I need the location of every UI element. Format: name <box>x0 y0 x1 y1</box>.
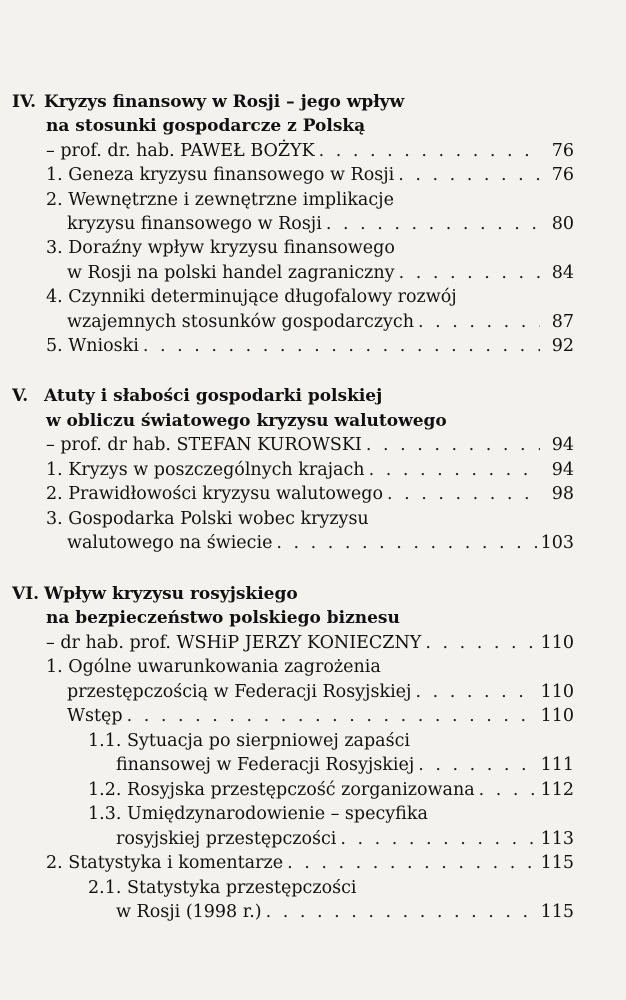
entry-title: 4. Czynniki determinujące długofalowy rozwój <box>46 287 457 307</box>
toc-entry <box>46 334 574 358</box>
page-number: 80 <box>551 214 574 234</box>
page-number: 76 <box>551 141 574 161</box>
entry-title: 3. Doraźny wpływ kryzysu finansowego <box>46 238 395 258</box>
chapter-title: na bezpieczeństwo polskiego biznesu <box>46 608 400 628</box>
chapter-title: w obliczu światowego kryzysu walutowego <box>46 411 447 431</box>
entry-title: kryzysu finansowego w Rosji <box>67 214 322 234</box>
toc-entry <box>46 458 574 482</box>
entry-title: 5. Wnioski <box>46 336 139 356</box>
leader-dots <box>276 531 536 555</box>
toc-entry-continued <box>67 680 574 704</box>
page-number: 110 <box>540 633 574 653</box>
toc-entry <box>46 236 574 260</box>
author-name: – prof. dr. hab. PAWEŁ BOŻYK <box>46 141 315 161</box>
leader-dots <box>418 310 540 334</box>
entry-title: w Rosji na polski handel zagraniczny <box>67 263 395 283</box>
toc-entry <box>46 482 574 506</box>
leader-dots <box>287 851 537 875</box>
toc-entry-continued <box>67 310 574 334</box>
toc-entry-continued <box>67 212 574 236</box>
entry-title: rosyjskiej przestępczości <box>116 829 337 849</box>
toc-author-line <box>46 139 574 163</box>
chapter-heading-continued <box>46 606 574 630</box>
leader-dots <box>369 458 540 482</box>
toc-subentry-continued <box>116 900 574 924</box>
page-number: 92 <box>551 336 574 356</box>
page-number: 113 <box>540 829 574 849</box>
page-number: 76 <box>551 165 574 185</box>
chapter-number: IV. <box>12 92 37 112</box>
entry-title: finansowej w Federacji Rosyjskiej <box>116 755 415 775</box>
chapter-title: Atuty i słabości gospodarki polskiej <box>44 386 383 406</box>
toc-entry <box>46 851 574 875</box>
toc-entry-continued <box>67 531 574 555</box>
toc-subentry-continued <box>116 753 574 777</box>
entry-title: 3. Gospodarka Polski wobec kryzysu <box>46 509 369 529</box>
leader-dots <box>398 163 540 187</box>
leader-dots <box>366 433 540 457</box>
leader-dots <box>418 753 536 777</box>
toc-entry <box>46 507 574 531</box>
entry-title: w Rosji (1998 r.) <box>116 902 262 922</box>
leader-dots <box>266 900 537 924</box>
page-number: 94 <box>551 435 574 455</box>
chapter-number: VI. <box>12 584 40 604</box>
toc-entry <box>46 285 574 309</box>
page-number: 87 <box>551 312 574 332</box>
page-number: 115 <box>540 853 574 873</box>
toc-entry-continued <box>67 261 574 285</box>
leader-dots <box>326 212 540 236</box>
toc-subentry-continued <box>116 827 574 851</box>
entry-title: 1.1. Sytuacja po sierpniowej zapaści <box>88 731 410 751</box>
leader-dots <box>425 631 536 655</box>
leader-dots <box>127 704 537 728</box>
chapter-title: Wpływ kryzysu rosyjskiego <box>44 584 298 604</box>
entry-title: 1. Kryzys w poszczególnych krajach <box>46 460 365 480</box>
entry-title: 1. Geneza kryzysu finansowego w Rosji <box>46 165 395 185</box>
page-number: 115 <box>540 902 574 922</box>
toc-entry-continued <box>67 704 574 728</box>
leader-dots <box>399 261 540 285</box>
chapter-heading-continued <box>46 114 574 138</box>
toc-subentry <box>88 802 574 826</box>
toc-subentry <box>88 729 574 753</box>
entry-title: 2. Wewnętrzne i zewnętrzne implikacje <box>46 190 394 210</box>
toc-entry <box>46 188 574 212</box>
entry-title: 2.1. Statystyka przestępczości <box>88 878 357 898</box>
page-number: 98 <box>551 484 574 504</box>
chapter-heading <box>12 90 574 114</box>
leader-dots <box>387 482 540 506</box>
toc-author-line <box>46 433 574 457</box>
entry-title: 1.2. Rosyjska przestępczość zorganizowana <box>88 780 475 800</box>
entry-title: wzajemnych stosunków gospodarczych <box>67 312 414 332</box>
leader-dots <box>479 778 537 802</box>
chapter-title: Kryzys finansowy w Rosji – jego wpływ <box>44 92 405 112</box>
chapter-number: V. <box>12 386 29 406</box>
author-name: – dr hab. prof. WSHiP JERZY KONIECZNY <box>46 633 422 653</box>
toc-author-line <box>46 631 574 655</box>
leader-dots <box>415 680 536 704</box>
leader-dots <box>143 334 540 358</box>
chapter-title: na stosunki gospodarcze z Polską <box>46 116 366 136</box>
chapter-heading <box>12 384 574 408</box>
page-number: 84 <box>551 263 574 283</box>
leader-dots <box>340 827 536 851</box>
toc-subentry <box>88 876 574 900</box>
toc-entry <box>46 163 574 187</box>
entry-title: Wstęp <box>67 706 123 726</box>
page-number: 110 <box>540 682 574 702</box>
entry-title: walutowego na świecie <box>67 533 273 553</box>
entry-title: 2. Statystyka i komentarze <box>46 853 284 873</box>
entry-title: 1.3. Umiędzynarodowienie – specyfika <box>88 804 428 824</box>
toc-subentry <box>88 778 574 802</box>
page-number: 110 <box>540 706 574 726</box>
page-number: 103 <box>540 533 574 553</box>
page-number: 112 <box>540 780 574 800</box>
entry-title: przestępczością w Federacji Rosyjskiej <box>67 682 412 702</box>
toc-entry <box>46 655 574 679</box>
entry-title: 2. Prawidłowości kryzysu walutowego <box>46 484 383 504</box>
entry-title: 1. Ogólne uwarunkowania zagrożenia <box>46 657 381 677</box>
chapter-heading-continued <box>46 409 574 433</box>
page-number: 94 <box>551 460 574 480</box>
leader-dots <box>319 139 540 163</box>
chapter-heading <box>12 582 574 606</box>
author-name: – prof. dr hab. STEFAN KUROWSKI <box>46 435 362 455</box>
page-number: 111 <box>540 755 574 775</box>
